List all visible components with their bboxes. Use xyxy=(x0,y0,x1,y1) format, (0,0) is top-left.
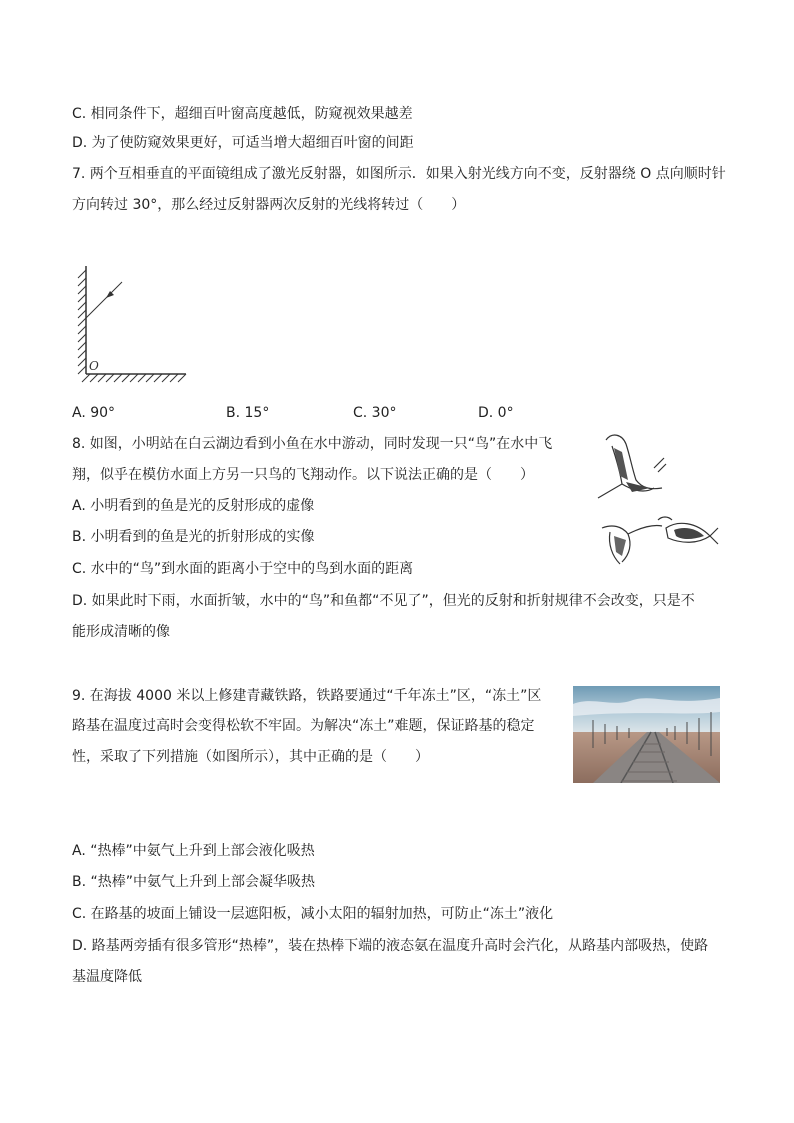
q7-mirror-diagram xyxy=(72,262,192,384)
q8-option-c: C. 水中的“鸟”到水面的距离小于空中的鸟到水面的距离 xyxy=(72,561,414,577)
q7-option-c: C. 30° xyxy=(353,405,397,421)
q6-option-c: C. 相同条件下，超细百叶窗高度越低，防窥视效果越差 xyxy=(72,106,413,122)
q7-option-a: A. 90° xyxy=(72,405,116,421)
q7-stem-line1: 7. 两个互相垂直的平面镜组成了激光反射器，如图所示．如果入射光线方向不变，反射器绕 O 点向顺时针 xyxy=(72,166,726,182)
q9-stem-line3: 性，采取了下列措施（如图所示），其中正确的是（ ） xyxy=(72,749,429,765)
q8-option-d-line1: D. 如果此时下雨，水面折皱，水中的“鸟”和鱼都“不见了”，但光的反射和折射规律不会改变，只是不 xyxy=(72,593,695,609)
q8-option-a: A. 小明看到的鱼是光的反射形成的虚像 xyxy=(72,498,315,514)
q7-option-d: D. 0° xyxy=(478,405,514,421)
q8-option-b: B. 小明看到的鱼是光的折射形成的实像 xyxy=(72,529,315,545)
q8-stem-line1: 8. 如图，小明站在白云湖边看到小鱼在水中游动，同时发现一只“鸟”在水中飞 xyxy=(72,436,553,452)
q7-stem-line2: 方向转过 30°，那么经过反射器两次反射的光线将转过（ ） xyxy=(72,197,466,213)
q9-option-c: C. 在路基的坡面上铺设一层遮阳板，减小太阳的辐射加热，可防止“冻土”液化 xyxy=(72,906,554,922)
q9-stem-line2: 路基在温度过高时会变得松软不牢固。为解决“冻土”难题，保证路基的稳定 xyxy=(72,718,535,734)
q6-option-d: D. 为了使防窥效果更好，可适当增大超细百叶窗的间距 xyxy=(72,135,414,151)
q7-option-b: B. 15° xyxy=(226,405,270,421)
q9-option-b: B. “热棒”中氨气上升到上部会凝华吸热 xyxy=(72,874,316,890)
q8-bird-fish-sketch xyxy=(592,428,722,568)
q9-option-d-line2: 基温度降低 xyxy=(72,969,142,985)
q8-stem-line2: 翔，似乎在模仿水面上方另一只鸟的飞翔动作。以下说法正确的是（ ） xyxy=(72,467,534,483)
q9-railway-photo xyxy=(573,686,720,783)
q9-stem-line1: 9. 在海拔 4000 米以上修建青藏铁路，铁路要通过“千年冻土”区，“冻土”区 xyxy=(72,688,542,704)
q9-option-a: A. “热棒”中氨气上升到上部会液化吸热 xyxy=(72,843,315,859)
q8-option-d-line2: 能形成清晰的像 xyxy=(72,624,170,640)
q7-point-o-label: O xyxy=(89,359,99,373)
q9-option-d-line1: D. 路基两旁插有很多管形“热棒”，装在热棒下端的液态氨在温度升高时会汽化，从路基内部吸热，使路 xyxy=(72,938,709,954)
